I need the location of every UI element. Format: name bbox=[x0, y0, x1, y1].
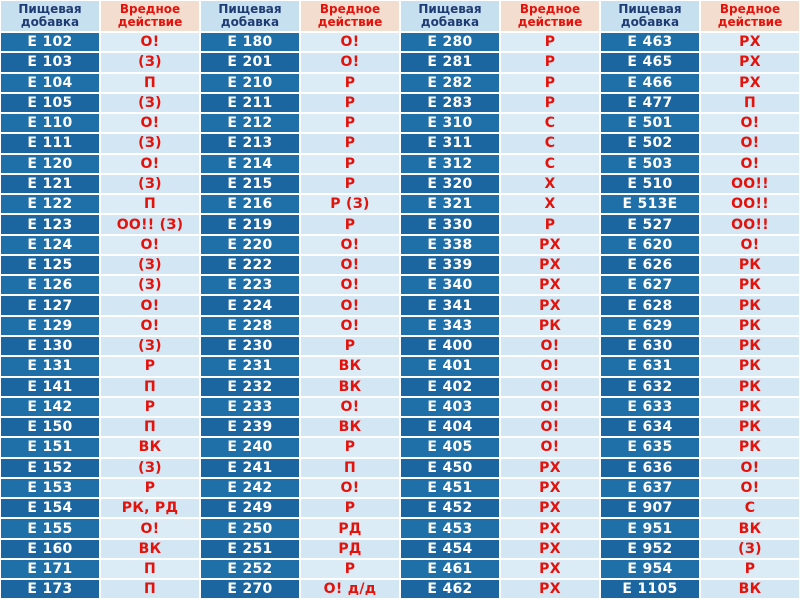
additive-code-cell: E 280 bbox=[400, 32, 500, 52]
additive-code-cell: E 171 bbox=[0, 559, 100, 579]
harmful-effect-cell: (З) bbox=[100, 52, 200, 72]
harmful-effect-cell: О! bbox=[700, 133, 800, 153]
additive-code-cell: E 629 bbox=[600, 316, 700, 336]
harmful-effect-cell: РК bbox=[700, 295, 800, 315]
header-effect-col-3: Вредное действие bbox=[500, 0, 600, 32]
harmful-effect-cell: Р bbox=[500, 214, 600, 234]
additive-code-cell: E 102 bbox=[0, 32, 100, 52]
additive-code-cell: E 954 bbox=[600, 559, 700, 579]
additive-code-cell: E 142 bbox=[0, 397, 100, 417]
additive-code-cell: E 212 bbox=[200, 113, 300, 133]
additive-code-cell: E 213 bbox=[200, 133, 300, 153]
harmful-effect-cell: РХ bbox=[500, 275, 600, 295]
additive-code-cell: E 630 bbox=[600, 336, 700, 356]
additive-code-cell: E 620 bbox=[600, 235, 700, 255]
additive-code-cell: E 123 bbox=[0, 214, 100, 234]
harmful-effect-cell: О! bbox=[100, 154, 200, 174]
additive-code-cell: E 634 bbox=[600, 417, 700, 437]
header-additive-col-1: Пищевая добавка bbox=[0, 0, 100, 32]
additive-code-cell: E 230 bbox=[200, 336, 300, 356]
header-effect-col-1: Вредное действие bbox=[100, 0, 200, 32]
harmful-effect-cell: Р bbox=[700, 559, 800, 579]
harmful-effect-cell: (З) bbox=[700, 539, 800, 559]
harmful-effect-cell: О! bbox=[500, 336, 600, 356]
harmful-effect-cell: (З) bbox=[100, 458, 200, 478]
harmful-effect-cell: Р bbox=[500, 52, 600, 72]
harmful-effect-cell: Р bbox=[300, 154, 400, 174]
additive-code-cell: E 501 bbox=[600, 113, 700, 133]
additive-code-cell: E 513E bbox=[600, 194, 700, 214]
additive-code-cell: E 111 bbox=[0, 133, 100, 153]
additive-code-cell: E 233 bbox=[200, 397, 300, 417]
additive-code-cell: E 403 bbox=[400, 397, 500, 417]
harmful-effect-cell: ОО!! (З) bbox=[100, 214, 200, 234]
additive-code-cell: E 232 bbox=[200, 377, 300, 397]
additive-code-cell: E 201 bbox=[200, 52, 300, 72]
harmful-effect-cell: О! bbox=[100, 235, 200, 255]
harmful-effect-cell: С bbox=[500, 154, 600, 174]
harmful-effect-cell: Р (З) bbox=[300, 194, 400, 214]
additive-code-cell: E 283 bbox=[400, 93, 500, 113]
harmful-effect-cell: П bbox=[100, 559, 200, 579]
additive-code-cell: E 151 bbox=[0, 437, 100, 457]
harmful-effect-cell: РК bbox=[700, 356, 800, 376]
additive-code-cell: E 404 bbox=[400, 417, 500, 437]
additive-code-cell: E 231 bbox=[200, 356, 300, 376]
harmful-effect-cell: П bbox=[100, 417, 200, 437]
additive-code-cell: E 104 bbox=[0, 73, 100, 93]
additive-code-cell: E 241 bbox=[200, 458, 300, 478]
additive-code-cell: E 281 bbox=[400, 52, 500, 72]
harmful-effect-cell: С bbox=[500, 133, 600, 153]
harmful-effect-cell: ВК bbox=[300, 377, 400, 397]
harmful-effect-cell: (З) bbox=[100, 275, 200, 295]
harmful-effect-cell: О! bbox=[300, 478, 400, 498]
additive-code-cell: E 129 bbox=[0, 316, 100, 336]
harmful-effect-cell: О! bbox=[100, 32, 200, 52]
harmful-effect-cell: РХ bbox=[500, 458, 600, 478]
additive-code-cell: E 124 bbox=[0, 235, 100, 255]
additive-code-cell: E 239 bbox=[200, 417, 300, 437]
additive-code-cell: E 632 bbox=[600, 377, 700, 397]
harmful-effect-cell: ВК bbox=[300, 356, 400, 376]
harmful-effect-cell: РК bbox=[500, 316, 600, 336]
header-additive-col-4: Пищевая добавка bbox=[600, 0, 700, 32]
additive-code-cell: E 249 bbox=[200, 498, 300, 518]
harmful-effect-cell: Х bbox=[500, 174, 600, 194]
harmful-effect-cell: Р bbox=[500, 93, 600, 113]
additive-code-cell: E 153 bbox=[0, 478, 100, 498]
harmful-effect-cell: П bbox=[700, 93, 800, 113]
harmful-effect-cell: О! bbox=[500, 437, 600, 457]
additive-code-cell: E 510 bbox=[600, 174, 700, 194]
harmful-effect-cell: РХ bbox=[500, 559, 600, 579]
additive-code-cell: E 152 bbox=[0, 458, 100, 478]
harmful-effect-cell: П bbox=[100, 73, 200, 93]
harmful-effect-cell: Р bbox=[300, 174, 400, 194]
additive-code-cell: E 633 bbox=[600, 397, 700, 417]
harmful-effect-cell: РД bbox=[300, 518, 400, 538]
additive-code-cell: E 214 bbox=[200, 154, 300, 174]
harmful-effect-cell: О! bbox=[500, 397, 600, 417]
harmful-effect-cell: РК, РД bbox=[100, 498, 200, 518]
harmful-effect-cell: РХ bbox=[500, 255, 600, 275]
additive-code-cell: E 150 bbox=[0, 417, 100, 437]
additive-code-cell: E 282 bbox=[400, 73, 500, 93]
harmful-effect-cell: РД bbox=[300, 539, 400, 559]
additive-code-cell: E 141 bbox=[0, 377, 100, 397]
harmful-effect-cell: РХ bbox=[700, 52, 800, 72]
additive-code-cell: E 131 bbox=[0, 356, 100, 376]
harmful-effect-cell: О! bbox=[300, 397, 400, 417]
harmful-effect-cell: РК bbox=[700, 437, 800, 457]
harmful-effect-cell: РХ bbox=[500, 235, 600, 255]
additive-code-cell: E 338 bbox=[400, 235, 500, 255]
harmful-effect-cell: Р bbox=[300, 498, 400, 518]
additive-code-cell: E 454 bbox=[400, 539, 500, 559]
harmful-effect-cell: О! bbox=[500, 417, 600, 437]
harmful-effect-cell: О! bbox=[500, 356, 600, 376]
harmful-effect-cell: О! д/д bbox=[300, 579, 400, 599]
additive-code-cell: E 228 bbox=[200, 316, 300, 336]
harmful-effect-cell: О! bbox=[700, 154, 800, 174]
additive-code-cell: E 401 bbox=[400, 356, 500, 376]
additive-code-cell: E 251 bbox=[200, 539, 300, 559]
additive-code-cell: E 219 bbox=[200, 214, 300, 234]
harmful-effect-cell: Р bbox=[100, 478, 200, 498]
additive-code-cell: E 631 bbox=[600, 356, 700, 376]
additive-code-cell: E 211 bbox=[200, 93, 300, 113]
harmful-effect-cell: ВК bbox=[100, 437, 200, 457]
harmful-effect-cell: О! bbox=[300, 235, 400, 255]
harmful-effect-cell: Р bbox=[500, 32, 600, 52]
additive-code-cell: E 130 bbox=[0, 336, 100, 356]
additive-code-cell: E 463 bbox=[600, 32, 700, 52]
harmful-effect-cell: О! bbox=[100, 518, 200, 538]
harmful-effect-cell: (З) bbox=[100, 255, 200, 275]
additive-code-cell: E 477 bbox=[600, 93, 700, 113]
additive-code-cell: E 1105 bbox=[600, 579, 700, 599]
additive-code-cell: E 215 bbox=[200, 174, 300, 194]
additive-code-cell: E 907 bbox=[600, 498, 700, 518]
harmful-effect-cell: РХ bbox=[500, 295, 600, 315]
additive-code-cell: E 466 bbox=[600, 73, 700, 93]
harmful-effect-cell: П bbox=[100, 377, 200, 397]
additive-code-cell: E 330 bbox=[400, 214, 500, 234]
additive-code-cell: E 252 bbox=[200, 559, 300, 579]
harmful-effect-cell: Р bbox=[100, 397, 200, 417]
additive-code-cell: E 160 bbox=[0, 539, 100, 559]
additive-code-cell: E 400 bbox=[400, 336, 500, 356]
harmful-effect-cell: Р bbox=[300, 336, 400, 356]
harmful-effect-cell: О! bbox=[700, 113, 800, 133]
additive-code-cell: E 310 bbox=[400, 113, 500, 133]
header-additive-col-3: Пищевая добавка bbox=[400, 0, 500, 32]
harmful-effect-cell: ОО!! bbox=[700, 174, 800, 194]
harmful-effect-cell: РК bbox=[700, 397, 800, 417]
additive-code-cell: E 120 bbox=[0, 154, 100, 174]
harmful-effect-cell: РК bbox=[700, 336, 800, 356]
harmful-effect-cell: О! bbox=[700, 235, 800, 255]
additive-code-cell: E 320 bbox=[400, 174, 500, 194]
additive-code-cell: E 952 bbox=[600, 539, 700, 559]
additive-code-cell: E 125 bbox=[0, 255, 100, 275]
harmful-effect-cell: РХ bbox=[500, 498, 600, 518]
additive-code-cell: E 173 bbox=[0, 579, 100, 599]
harmful-effect-cell: О! bbox=[100, 113, 200, 133]
harmful-effect-cell: Р bbox=[500, 73, 600, 93]
additive-code-cell: E 341 bbox=[400, 295, 500, 315]
harmful-effect-cell: РК bbox=[700, 377, 800, 397]
additive-code-cell: E 627 bbox=[600, 275, 700, 295]
harmful-effect-cell: РХ bbox=[500, 579, 600, 599]
additive-code-cell: E 223 bbox=[200, 275, 300, 295]
harmful-effect-cell: РК bbox=[700, 417, 800, 437]
harmful-effect-cell: РХ bbox=[500, 478, 600, 498]
additive-code-cell: E 339 bbox=[400, 255, 500, 275]
additive-code-cell: E 220 bbox=[200, 235, 300, 255]
additive-code-cell: E 126 bbox=[0, 275, 100, 295]
additive-code-cell: E 635 bbox=[600, 437, 700, 457]
harmful-effect-cell: РХ bbox=[700, 32, 800, 52]
harmful-effect-cell: РХ bbox=[500, 518, 600, 538]
harmful-effect-cell: (З) bbox=[100, 174, 200, 194]
additive-code-cell: E 270 bbox=[200, 579, 300, 599]
harmful-effect-cell: ВК bbox=[700, 579, 800, 599]
harmful-effect-cell: Р bbox=[300, 437, 400, 457]
harmful-effect-cell: Р bbox=[300, 559, 400, 579]
harmful-effect-cell: О! bbox=[300, 32, 400, 52]
additive-code-cell: E 222 bbox=[200, 255, 300, 275]
harmful-effect-cell: ОО!! bbox=[700, 194, 800, 214]
additive-code-cell: E 637 bbox=[600, 478, 700, 498]
harmful-effect-cell: ВК bbox=[700, 518, 800, 538]
harmful-effect-cell: РК bbox=[700, 316, 800, 336]
harmful-effect-cell: О! bbox=[300, 275, 400, 295]
additive-code-cell: E 461 bbox=[400, 559, 500, 579]
harmful-effect-cell: О! bbox=[100, 295, 200, 315]
harmful-effect-cell: О! bbox=[500, 377, 600, 397]
harmful-effect-cell: О! bbox=[300, 255, 400, 275]
additive-code-cell: E 312 bbox=[400, 154, 500, 174]
additive-code-cell: E 340 bbox=[400, 275, 500, 295]
harmful-effect-cell: Р bbox=[300, 133, 400, 153]
additive-code-cell: E 405 bbox=[400, 437, 500, 457]
additive-code-cell: E 321 bbox=[400, 194, 500, 214]
harmful-effect-cell: (З) bbox=[100, 93, 200, 113]
additive-code-cell: E 452 bbox=[400, 498, 500, 518]
harmful-effect-cell: (З) bbox=[100, 336, 200, 356]
harmful-effect-cell: ВК bbox=[100, 539, 200, 559]
harmful-effect-cell: РК bbox=[700, 255, 800, 275]
additive-code-cell: E 210 bbox=[200, 73, 300, 93]
harmful-effect-cell: С bbox=[500, 113, 600, 133]
additive-code-cell: E 224 bbox=[200, 295, 300, 315]
additive-code-cell: E 343 bbox=[400, 316, 500, 336]
harmful-effect-cell: Р bbox=[100, 356, 200, 376]
harmful-effect-cell: ВК bbox=[300, 417, 400, 437]
additive-code-cell: E 502 bbox=[600, 133, 700, 153]
additive-code-cell: E 626 bbox=[600, 255, 700, 275]
additive-code-cell: E 127 bbox=[0, 295, 100, 315]
harmful-effect-cell: О! bbox=[300, 316, 400, 336]
additive-code-cell: E 503 bbox=[600, 154, 700, 174]
additive-code-cell: E 242 bbox=[200, 478, 300, 498]
additive-code-cell: E 121 bbox=[0, 174, 100, 194]
additive-code-cell: E 250 bbox=[200, 518, 300, 538]
additive-code-cell: E 110 bbox=[0, 113, 100, 133]
harmful-effect-cell: РХ bbox=[700, 73, 800, 93]
harmful-effect-cell: (З) bbox=[100, 133, 200, 153]
additive-code-cell: E 465 bbox=[600, 52, 700, 72]
harmful-effect-cell: РК bbox=[700, 275, 800, 295]
additive-code-cell: E 155 bbox=[0, 518, 100, 538]
header-effect-col-4: Вредное действие bbox=[700, 0, 800, 32]
additive-code-cell: E 311 bbox=[400, 133, 500, 153]
harmful-effect-cell: О! bbox=[100, 316, 200, 336]
harmful-effect-cell: С bbox=[700, 498, 800, 518]
additive-code-cell: E 628 bbox=[600, 295, 700, 315]
additive-code-cell: E 402 bbox=[400, 377, 500, 397]
additive-code-cell: E 450 bbox=[400, 458, 500, 478]
harmful-effect-cell: П bbox=[100, 579, 200, 599]
harmful-effect-cell: Р bbox=[300, 93, 400, 113]
harmful-effect-cell: Р bbox=[300, 113, 400, 133]
additive-code-cell: E 451 bbox=[400, 478, 500, 498]
additive-code-cell: E 103 bbox=[0, 52, 100, 72]
additive-code-cell: E 462 bbox=[400, 579, 500, 599]
harmful-effect-cell: О! bbox=[300, 295, 400, 315]
harmful-effect-cell: Р bbox=[300, 73, 400, 93]
additive-code-cell: E 180 bbox=[200, 32, 300, 52]
harmful-effect-cell: Х bbox=[500, 194, 600, 214]
harmful-effect-cell: П bbox=[300, 458, 400, 478]
additive-code-cell: E 105 bbox=[0, 93, 100, 113]
additive-code-cell: E 527 bbox=[600, 214, 700, 234]
header-effect-col-2: Вредное действие bbox=[300, 0, 400, 32]
additive-code-cell: E 240 bbox=[200, 437, 300, 457]
additive-code-cell: E 636 bbox=[600, 458, 700, 478]
additive-code-cell: E 951 bbox=[600, 518, 700, 538]
additive-code-cell: E 154 bbox=[0, 498, 100, 518]
harmful-effect-cell: Р bbox=[300, 214, 400, 234]
harmful-effect-cell: О! bbox=[700, 458, 800, 478]
additive-code-cell: E 216 bbox=[200, 194, 300, 214]
harmful-effect-cell: О! bbox=[700, 478, 800, 498]
harmful-effect-cell: О! bbox=[300, 52, 400, 72]
harmful-effect-cell: ОО!! bbox=[700, 214, 800, 234]
harmful-effect-cell: РХ bbox=[500, 539, 600, 559]
harmful-effect-cell: П bbox=[100, 194, 200, 214]
additive-code-cell: E 122 bbox=[0, 194, 100, 214]
additive-code-cell: E 453 bbox=[400, 518, 500, 538]
header-additive-col-2: Пищевая добавка bbox=[200, 0, 300, 32]
